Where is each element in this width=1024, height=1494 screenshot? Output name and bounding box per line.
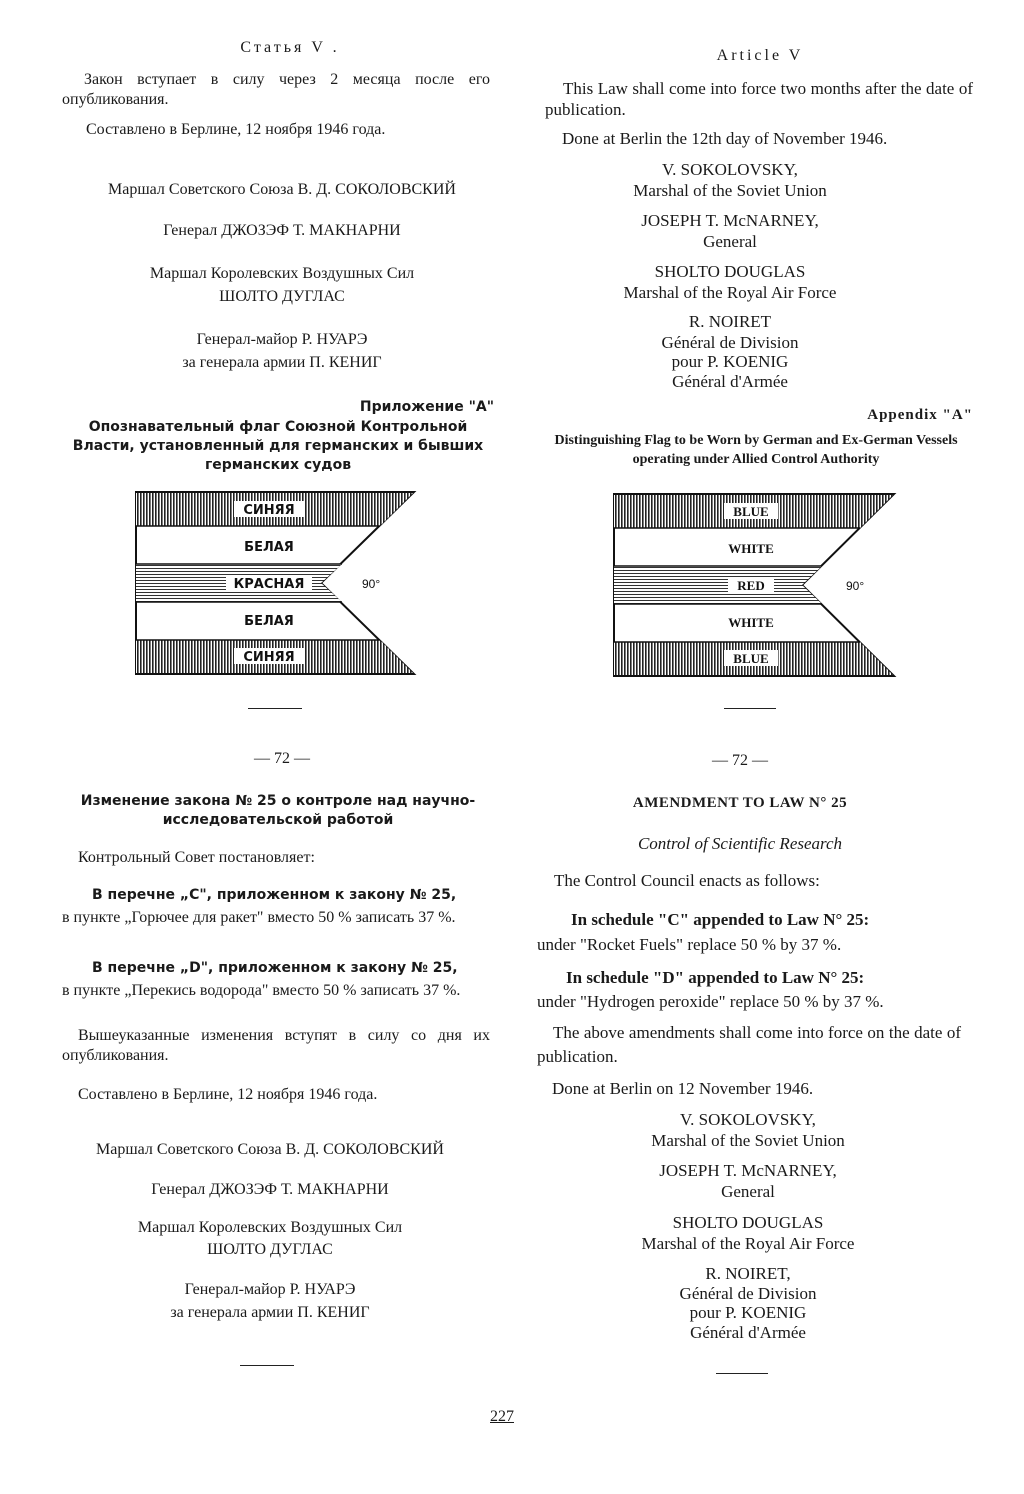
ru-signature-douglas-title-2: Маршал Королевских Воздушных Сил	[137, 1219, 403, 1236]
en-flag-label-red: RED	[737, 578, 765, 593]
ru-signature-sokolovsky-2: Маршал Советского Союза В. Д. СОКОЛОВСКИЙ	[96, 1141, 444, 1158]
en-flag-title: Distinguishing Flag to be Worn by German and Ex-German Vessels operating under Allied Control Authority	[554, 433, 958, 467]
en-separator-1	[724, 708, 776, 709]
en-schedule-d-body: under "Hydrogen peroxide" replace 50 % by 37 %.	[537, 992, 884, 1011]
ru-signature-douglas-title: Маршал Королевских Воздушных Сил	[149, 265, 415, 282]
ru-article-body: Закон вступает в силу через 2 месяца после его опубликования.	[62, 71, 490, 108]
en-appendix-label: Appendix "A"	[867, 407, 973, 423]
ru-appendix-label: Приложение "А"	[359, 399, 494, 415]
ru-signature-koenig-2: за генерала армии П. КЕНИГ	[170, 1304, 370, 1321]
en-signature-sokolovsky-title: Marshal of the Soviet Union	[633, 181, 827, 200]
ru-signature-mcnarney-2: Генерал ДЖОЗЭФ Т. МАКНАРНИ	[151, 1181, 389, 1198]
en-flag-red-stripe	[614, 566, 822, 604]
en-signature-sokolovsky-name: V. SOKOLOVSKY,	[662, 160, 798, 179]
ru-flag-label-white-bottom: БЕЛАЯ	[244, 614, 294, 629]
ru-schedule-c-heading: В перечне „С", приложенном к закону № 25,	[92, 887, 457, 903]
ru-separator-2	[240, 1365, 294, 1366]
en-signature-noiret-rank: Général de Division	[661, 333, 799, 352]
en-article-body: This Law shall come into force two months after the date of publication.	[545, 79, 973, 119]
en-signature-koenig-rank-2: Général d'Armée	[690, 1323, 806, 1342]
en-signature-koenig-2: pour P. KOENIG	[689, 1303, 807, 1322]
en-separator-2	[716, 1373, 768, 1374]
ru-article-heading: Статья V .	[240, 39, 340, 56]
ru-done-at-2: Составлено в Берлине, 12 ноября 1946 года.	[78, 1086, 378, 1103]
en-signature-douglas-title-2: Marshal of the Royal Air Force	[641, 1234, 855, 1253]
en-signature-koenig: pour P. KOENIG	[671, 352, 789, 371]
en-signature-mcnarney-name: JOSEPH T. McNARNEY,	[641, 211, 819, 230]
en-signature-mcnarney-title: General	[703, 232, 757, 251]
en-amendment-subtitle: Control of Scientific Research	[637, 834, 843, 853]
en-signature-noiret-name-2: R. NOIRET,	[705, 1264, 791, 1283]
en-flag-label-white-top: WHITE	[728, 541, 774, 556]
ru-flag-angle: 90°	[362, 577, 381, 591]
ru-signature-noiret-2: Генерал-майор Р. НУАРЭ	[184, 1281, 356, 1298]
en-signature-sokolovsky-name-2: V. SOKOLOVSKY,	[680, 1110, 816, 1129]
en-signature-mcnarney-name-2: JOSEPH T. McNARNEY,	[659, 1161, 837, 1180]
en-flag-label-blue-top: BLUE	[733, 504, 769, 519]
en-schedule-c-heading: In schedule "C" appended to Law N° 25:	[571, 910, 870, 929]
en-signature-noiret-rank-2: Général de Division	[679, 1284, 817, 1303]
ru-flag-diagram	[134, 490, 418, 676]
en-intro: The Control Council enacts as follows:	[554, 871, 820, 890]
ru-signature-sokolovsky: Маршал Советского Союза В. Д. СОКОЛОВСКИЙ	[108, 181, 456, 198]
en-signature-koenig-rank: Général d'Armée	[672, 372, 788, 391]
ru-signature-noiret: Генерал-майор Р. НУАРЭ	[196, 331, 368, 348]
en-article-heading: Article V	[716, 47, 804, 64]
ru-effective-paragraph: Вышеуказанные изменения вступят в силу со дня их опубликования.	[62, 1027, 490, 1064]
ru-signature-douglas-name: ШОЛТО ДУГЛАС	[219, 288, 345, 305]
en-amendment-title: AMENDMENT TO LAW N° 25	[632, 795, 848, 811]
ru-separator-1	[248, 708, 302, 709]
page-number: 227	[490, 1408, 514, 1425]
en-signature-douglas-name-2: SHOLTO DOUGLAS	[672, 1213, 824, 1232]
ru-flag-label-white-top: БЕЛАЯ	[244, 540, 294, 555]
en-flag-diagram	[612, 492, 898, 678]
ru-intro: Контрольный Совет постановляет:	[78, 849, 315, 866]
ru-schedule-c-body: в пункте „Горючее для ракет" вместо 50 % записать 37 %.	[62, 909, 456, 926]
ru-signature-koenig: за генерала армии П. КЕНИГ	[182, 354, 382, 371]
ru-schedule-d-body: в пункте „Перекись водорода" вместо 50 % записать 37 %.	[62, 982, 461, 999]
en-signature-douglas-name: SHOLTO DOUGLAS	[654, 262, 806, 281]
ru-done-at: Составлено в Берлине, 12 ноября 1946 года.	[86, 121, 386, 138]
ru-flag-label-blue-top: СИНЯЯ	[243, 503, 295, 518]
ru-flag-label-red: КРАСНАЯ	[233, 577, 305, 592]
ru-schedule-d-heading: В перечне „D", приложенном к закону № 25,	[92, 960, 458, 976]
en-flag-label-blue-bottom: BLUE	[733, 651, 769, 666]
en-flag-label-white-bottom: WHITE	[728, 615, 774, 630]
en-done-at-2: Done at Berlin on 12 November 1946.	[552, 1079, 814, 1098]
ru-law-number: — 72 —	[254, 750, 310, 767]
ru-flag-label-blue-bottom: СИНЯЯ	[243, 650, 295, 665]
en-effective-paragraph: The above amendments shall come into force on the date of publication.	[537, 1023, 961, 1066]
en-signature-noiret-name: R. NOIRET	[688, 312, 772, 331]
ru-signature-mcnarney: Генерал ДЖОЗЭФ Т. МАКНАРНИ	[163, 222, 401, 239]
ru-signature-douglas-name-2: ШОЛТО ДУГЛАС	[207, 1241, 333, 1258]
en-done-at: Done at Berlin the 12th day of November 1946.	[562, 129, 888, 148]
en-signature-sokolovsky-title-2: Marshal of the Soviet Union	[651, 1131, 845, 1150]
en-signature-douglas-title: Marshal of the Royal Air Force	[623, 283, 837, 302]
en-flag-angle: 90°	[846, 579, 865, 593]
en-law-number: — 72 —	[712, 752, 768, 769]
ru-flag-title: Опознавательный флаг Союзной Контрольной Власти, установленный для германских и бывших германских судов	[72, 419, 484, 473]
en-schedule-d-heading: In schedule "D" appended to Law N° 25:	[566, 968, 865, 987]
en-schedule-c-body: under "Rocket Fuels" replace 50 % by 37 %.	[537, 935, 842, 954]
en-signature-mcnarney-title-2: General	[721, 1182, 775, 1201]
ru-amendment-title: Изменение закона № 25 о контроле над научно-исследовательской работой	[80, 793, 476, 828]
